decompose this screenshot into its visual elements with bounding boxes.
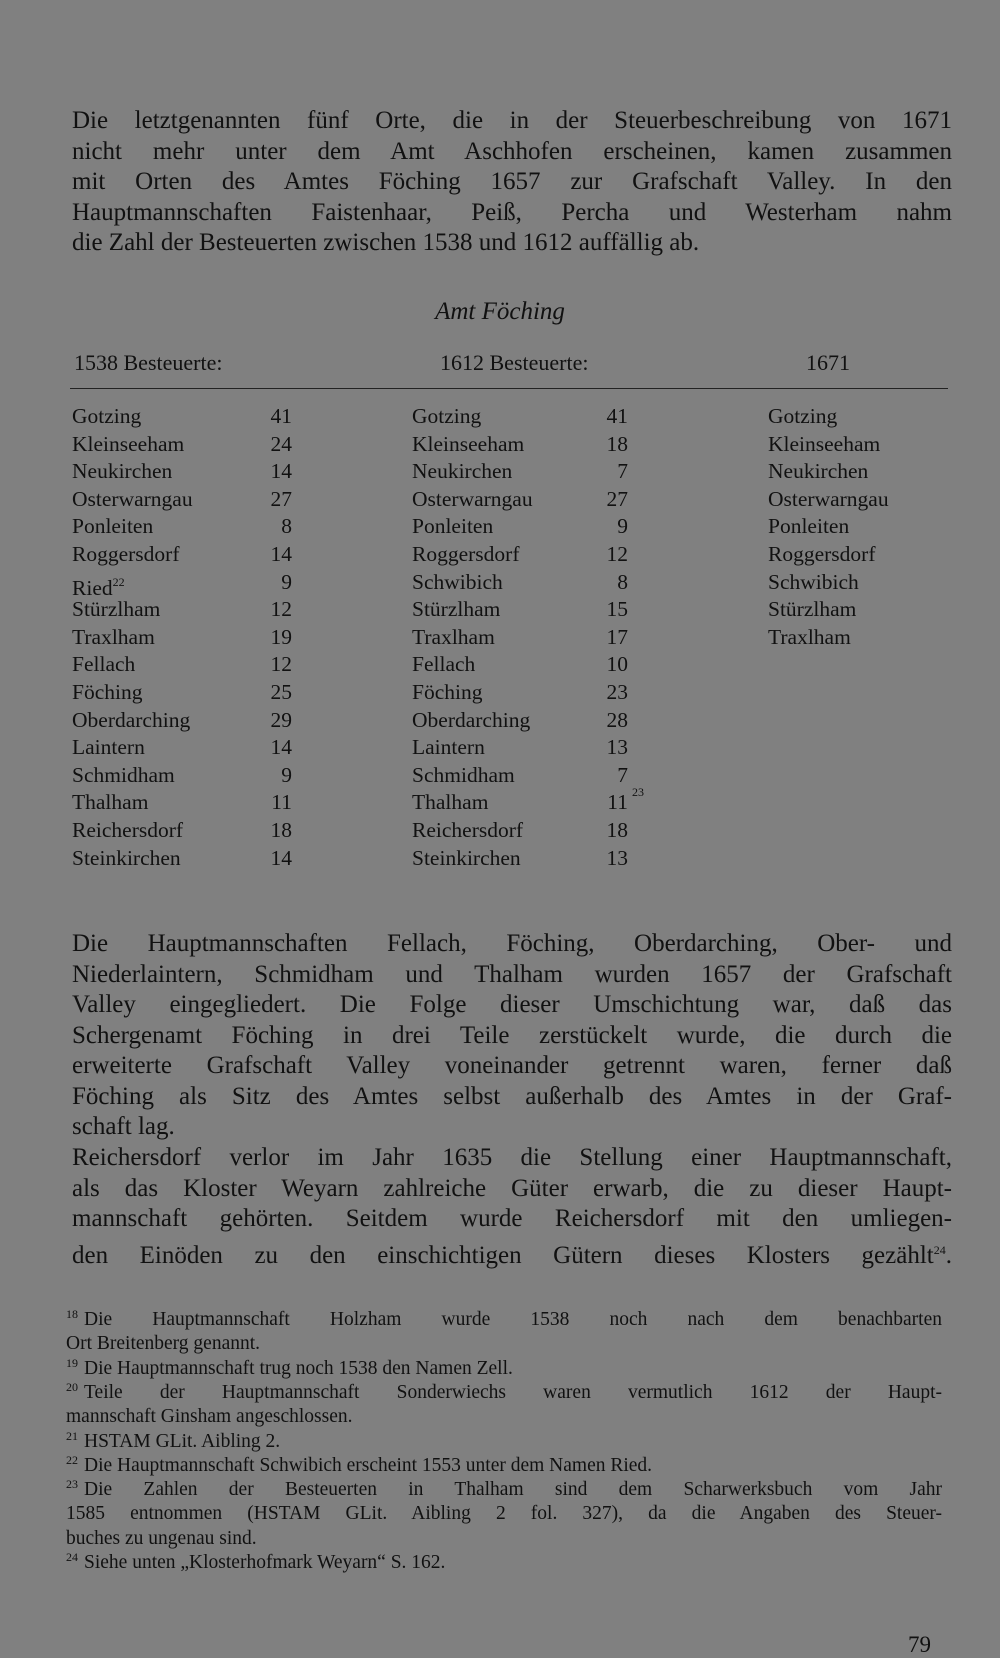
footnote-reference: 22: [112, 574, 125, 589]
place-name-1538: [72, 403, 141, 431]
count-text: 13: [606, 845, 628, 870]
table-title: Amt Föching: [435, 298, 565, 325]
place-name-1538: [72, 789, 148, 817]
taxpayer-count-1612: [588, 458, 628, 486]
taxpayer-count-1538: 9: [281, 569, 292, 594]
footnote-line: [66, 1502, 942, 1526]
count-text: 18: [606, 431, 628, 456]
place-name-1538: [72, 541, 179, 569]
count-text: 28: [606, 707, 628, 732]
text-line: Hauptmannschaften Faistenhaar, Peiß, Percha und Westerham nahm: [72, 198, 952, 226]
taxpayer-count-1538: 14: [270, 735, 292, 760]
footnote-text: Siehe unten „Klosterhofmark Weyarn“ S. 162.: [84, 1552, 446, 1573]
footnote-text: HSTAM GLit. Aibling 2.: [84, 1431, 281, 1452]
taxpayer-count-1538: 14: [270, 845, 292, 870]
text-line: erweiterte Grafschaft Valley voneinander getrennt waren, ferner daß: [72, 1052, 952, 1079]
text-line: schaft lag.: [72, 1113, 175, 1140]
table-rule: [70, 388, 948, 389]
column-header-1671: 1671: [806, 350, 850, 375]
place-name-1671: Roggersdorf: [768, 542, 876, 566]
page-number: 79: [908, 1632, 931, 1657]
place-name-text: Reichersdorf: [72, 818, 184, 842]
footnote-reference: 24: [933, 1242, 946, 1257]
text-line: nicht mehr unter dem Amt Aschhofen erscheinen, kamen zusammen: [72, 137, 952, 165]
taxpayer-count-1612: [588, 624, 628, 652]
count-text: 9: [617, 514, 628, 539]
place-name-text: Osterwarngau: [72, 486, 193, 511]
place-name-text: Laintern: [72, 735, 145, 760]
place-name-text: Fellach: [72, 652, 136, 677]
column-header-1538: 1538 Besteuerte:: [74, 350, 223, 375]
taxpayer-count-1538: 9: [281, 762, 292, 787]
taxpayer-count-1612: [588, 596, 628, 624]
taxpayer-count-1538: 29: [270, 707, 292, 732]
place-name-text: Steinkirchen: [72, 845, 181, 870]
taxpayer-count-1612: [588, 541, 628, 569]
taxpayer-count-1612: [588, 762, 628, 790]
count-text: 41: [606, 404, 628, 428]
place-name-1538: [72, 679, 142, 707]
taxpayer-count-1612: [588, 513, 628, 541]
footnote: [66, 1472, 942, 1551]
taxpayer-count-1612: [588, 707, 628, 735]
footnote-line: [66, 1302, 942, 1332]
paragraph-reichersdorf: [72, 1143, 952, 1271]
place-name-1612: Laintern: [412, 735, 485, 760]
footnote-line: [66, 1545, 942, 1575]
place-name-1538: [72, 762, 175, 790]
place-name-1538: [72, 458, 172, 486]
text-line: den Einöden zu den einschichtigen Gütern dieses Klosters gezählt: [72, 1241, 934, 1269]
count-text: 18: [606, 818, 628, 842]
count-text: 7: [617, 762, 628, 787]
footnote-text: Ort Breitenberg genannt.: [66, 1333, 261, 1355]
place-name-1538: [72, 513, 153, 541]
text-line: mannschaft gehörten. Seitdem wurde Reichersdorf mit den umliegen-: [72, 1205, 952, 1232]
footnote: [66, 1302, 942, 1357]
text-line: Valley eingegliedert. Die Folge dieser Umschichtung war, daß das: [72, 991, 952, 1018]
taxpayer-count-1538: 8: [281, 514, 292, 539]
count-text: 27: [606, 486, 628, 511]
place-name-text: Traxlham: [72, 624, 155, 649]
place-name-text: Ried: [72, 575, 113, 600]
place-name-1612: Ponleiten: [412, 514, 494, 539]
place-name-1538: [72, 596, 160, 624]
footnote-line: [66, 1375, 942, 1405]
taxpayer-count-1538: 27: [270, 486, 292, 511]
place-name-1538: [72, 734, 145, 762]
place-name-1612: Reichersdorf: [412, 818, 524, 842]
footnote-number: 23: [66, 1477, 78, 1491]
taxpayer-count-1612: [588, 845, 628, 873]
footnote-text: Die Hauptmannschaft Schwibich erscheint 1553 unter dem Namen Ried.: [84, 1455, 653, 1476]
place-name-text: Schmidham: [72, 762, 175, 787]
footnote-number: 19: [66, 1356, 78, 1370]
footnote-number: 21: [66, 1429, 78, 1443]
footnote-text: mannschaft Ginsham angeschlossen.: [66, 1406, 353, 1428]
taxpayer-count-1538: 19: [270, 624, 292, 649]
footnote: [66, 1545, 942, 1575]
footnote: [66, 1375, 942, 1430]
place-name-text: Stürzlham: [72, 597, 161, 622]
place-name-1612: Schwibich: [412, 569, 503, 594]
column-header-1612: 1612 Besteuerte:: [440, 350, 589, 375]
place-name-text: Kleinseeham: [72, 431, 185, 456]
place-name-text: Ponleiten: [72, 514, 154, 539]
taxpayer-count-1538: 24: [270, 431, 292, 456]
place-name-1538: [72, 651, 135, 679]
footnote-text: Teile der Hauptmannschaft Sonderwiechs waren vermutlich 1612 der Haupt-: [84, 1382, 942, 1403]
place-name-1612: Fellach: [412, 652, 476, 677]
footnote-line: [66, 1472, 942, 1502]
place-name-text: Gotzing: [72, 404, 142, 428]
footnote-number: 24: [66, 1550, 78, 1564]
place-name-1538: [72, 431, 184, 459]
place-name-1612: Traxlham: [412, 624, 495, 649]
text-line: Die letztgenannten fünf Orte, die in der Steuerbeschreibung von 1671: [72, 107, 952, 134]
paragraph-hauptmannschaften: [72, 929, 952, 1143]
taxpayer-count-1612: [588, 431, 628, 459]
count-text: 10: [606, 652, 628, 677]
footnote-reference: 23: [632, 785, 644, 800]
count-text: 17: [606, 624, 628, 649]
place-name-1612: Roggersdorf: [412, 542, 520, 566]
place-name-1671: Kleinseeham: [768, 431, 881, 456]
taxpayer-count-1612: [588, 486, 628, 514]
footnote-text: Die Zahlen der Besteuerten in Thalham sind dem Scharwerksbuch vom Jahr: [84, 1479, 942, 1500]
place-name-1612: Kleinseeham: [412, 431, 525, 456]
place-name-text: Oberdarching: [72, 707, 191, 732]
footnote-number: 22: [66, 1453, 78, 1467]
text-line: mit Orten des Amtes Föching 1657 zur Grafschaft Valley. In den: [72, 168, 952, 195]
place-name-text: Thalham: [72, 790, 149, 815]
place-name-1612: Neukirchen: [412, 459, 513, 484]
place-name-1538: [72, 845, 181, 873]
place-name-1612: Gotzing: [412, 404, 482, 428]
place-name-1671: Osterwarngau: [768, 486, 889, 511]
count-text: 12: [606, 542, 628, 566]
taxpayer-count-1538: 12: [270, 597, 292, 622]
taxpayer-count-1538: 12: [270, 652, 292, 677]
text-line: die Zahl der Besteuerten zwischen 1538 und 1612 auffällig ab.: [72, 229, 700, 256]
taxpayer-count-1612: [588, 789, 628, 817]
footnote-number: 20: [66, 1380, 78, 1394]
footnote-text: Die Hauptmannschaft trug noch 1538 den Namen Zell.: [84, 1358, 513, 1379]
place-name-1671: Stürzlham: [768, 597, 857, 622]
place-name-text: Neukirchen: [72, 459, 173, 484]
text-line: Die Hauptmannschaften Fellach, Föching, Oberdarching, Ober- und: [72, 930, 952, 957]
taxpayer-count-1538: 41: [270, 404, 292, 428]
count-text: 15: [606, 597, 628, 622]
taxpayer-count-1538: 14: [270, 459, 292, 484]
taxpayer-count-1612: [588, 679, 628, 707]
place-name-1671: Neukirchen: [768, 459, 869, 484]
count-text: 23: [606, 680, 628, 704]
footnote-number: 18: [66, 1307, 78, 1321]
taxpayer-count-1612: [588, 734, 628, 762]
text-line: als das Kloster Weyarn zahlreiche Güter erwarb, die zu dieser Haupt-: [72, 1174, 952, 1202]
place-name-1671: Schwibich: [768, 569, 859, 594]
place-name-1612: Steinkirchen: [412, 845, 521, 870]
place-name-1612: Föching: [412, 680, 483, 704]
place-name-1612: Osterwarngau: [412, 486, 533, 511]
count-text: 13: [606, 735, 628, 760]
intro-paragraph: [72, 106, 952, 259]
count-text: 7: [617, 459, 628, 484]
place-name-text: Föching: [72, 680, 143, 704]
place-name-1538: [72, 817, 183, 845]
text-line-last: [72, 1235, 952, 1272]
taxpayer-count-1612: [588, 651, 628, 679]
text-line: Föching als Sitz des Amtes selbst außerhalb des Amtes in der Graf-: [72, 1082, 952, 1110]
taxpayer-count-1538: 11: [271, 790, 292, 815]
footnote-text: Die Hauptmannschaft Holzham wurde 1538 noch nach dem benachbarten: [84, 1309, 942, 1330]
sentence-end: .: [945, 1241, 952, 1269]
place-name-1538: [72, 624, 155, 652]
taxpayer-count-1612: [588, 569, 628, 597]
taxpayer-count-1612: [588, 817, 628, 845]
place-name-1612: Thalham: [412, 790, 489, 815]
footnote-text: buches zu ungenau sind.: [66, 1527, 257, 1549]
count-text: 8: [617, 569, 628, 594]
text-line: Schergenamt Föching in drei Teile zerstückelt wurde, die durch die: [72, 1021, 952, 1049]
place-name-1612: Schmidham: [412, 762, 515, 787]
place-name-1538: [72, 486, 193, 514]
place-name-1671: Traxlham: [768, 624, 851, 649]
count-text: 11: [607, 790, 628, 815]
footnote-text: 1585 entnommen (HSTAM GLit. Aibling 2 fol. 327), da die Angaben des Steuer-: [66, 1503, 942, 1525]
text-line: Niederlaintern, Schmidham und Thalham wurden 1657 der Grafschaft: [72, 960, 952, 988]
taxpayer-count-1538: 14: [270, 542, 292, 566]
place-name-1671: Ponleiten: [768, 514, 850, 539]
taxpayer-count-1612: [588, 403, 628, 431]
place-name-1612: Oberdarching: [412, 707, 531, 732]
taxpayer-count-1538: 25: [270, 680, 292, 704]
place-name-1538: [72, 707, 190, 735]
text-line: Reichersdorf verlor im Jahr 1635 die Stellung einer Hauptmannschaft,: [72, 1144, 952, 1171]
place-name-1612: Stürzlham: [412, 597, 501, 622]
place-name-1671: Gotzing: [768, 404, 838, 428]
taxpayer-count-1538: 18: [270, 818, 292, 842]
place-name-text: Roggersdorf: [72, 542, 180, 566]
